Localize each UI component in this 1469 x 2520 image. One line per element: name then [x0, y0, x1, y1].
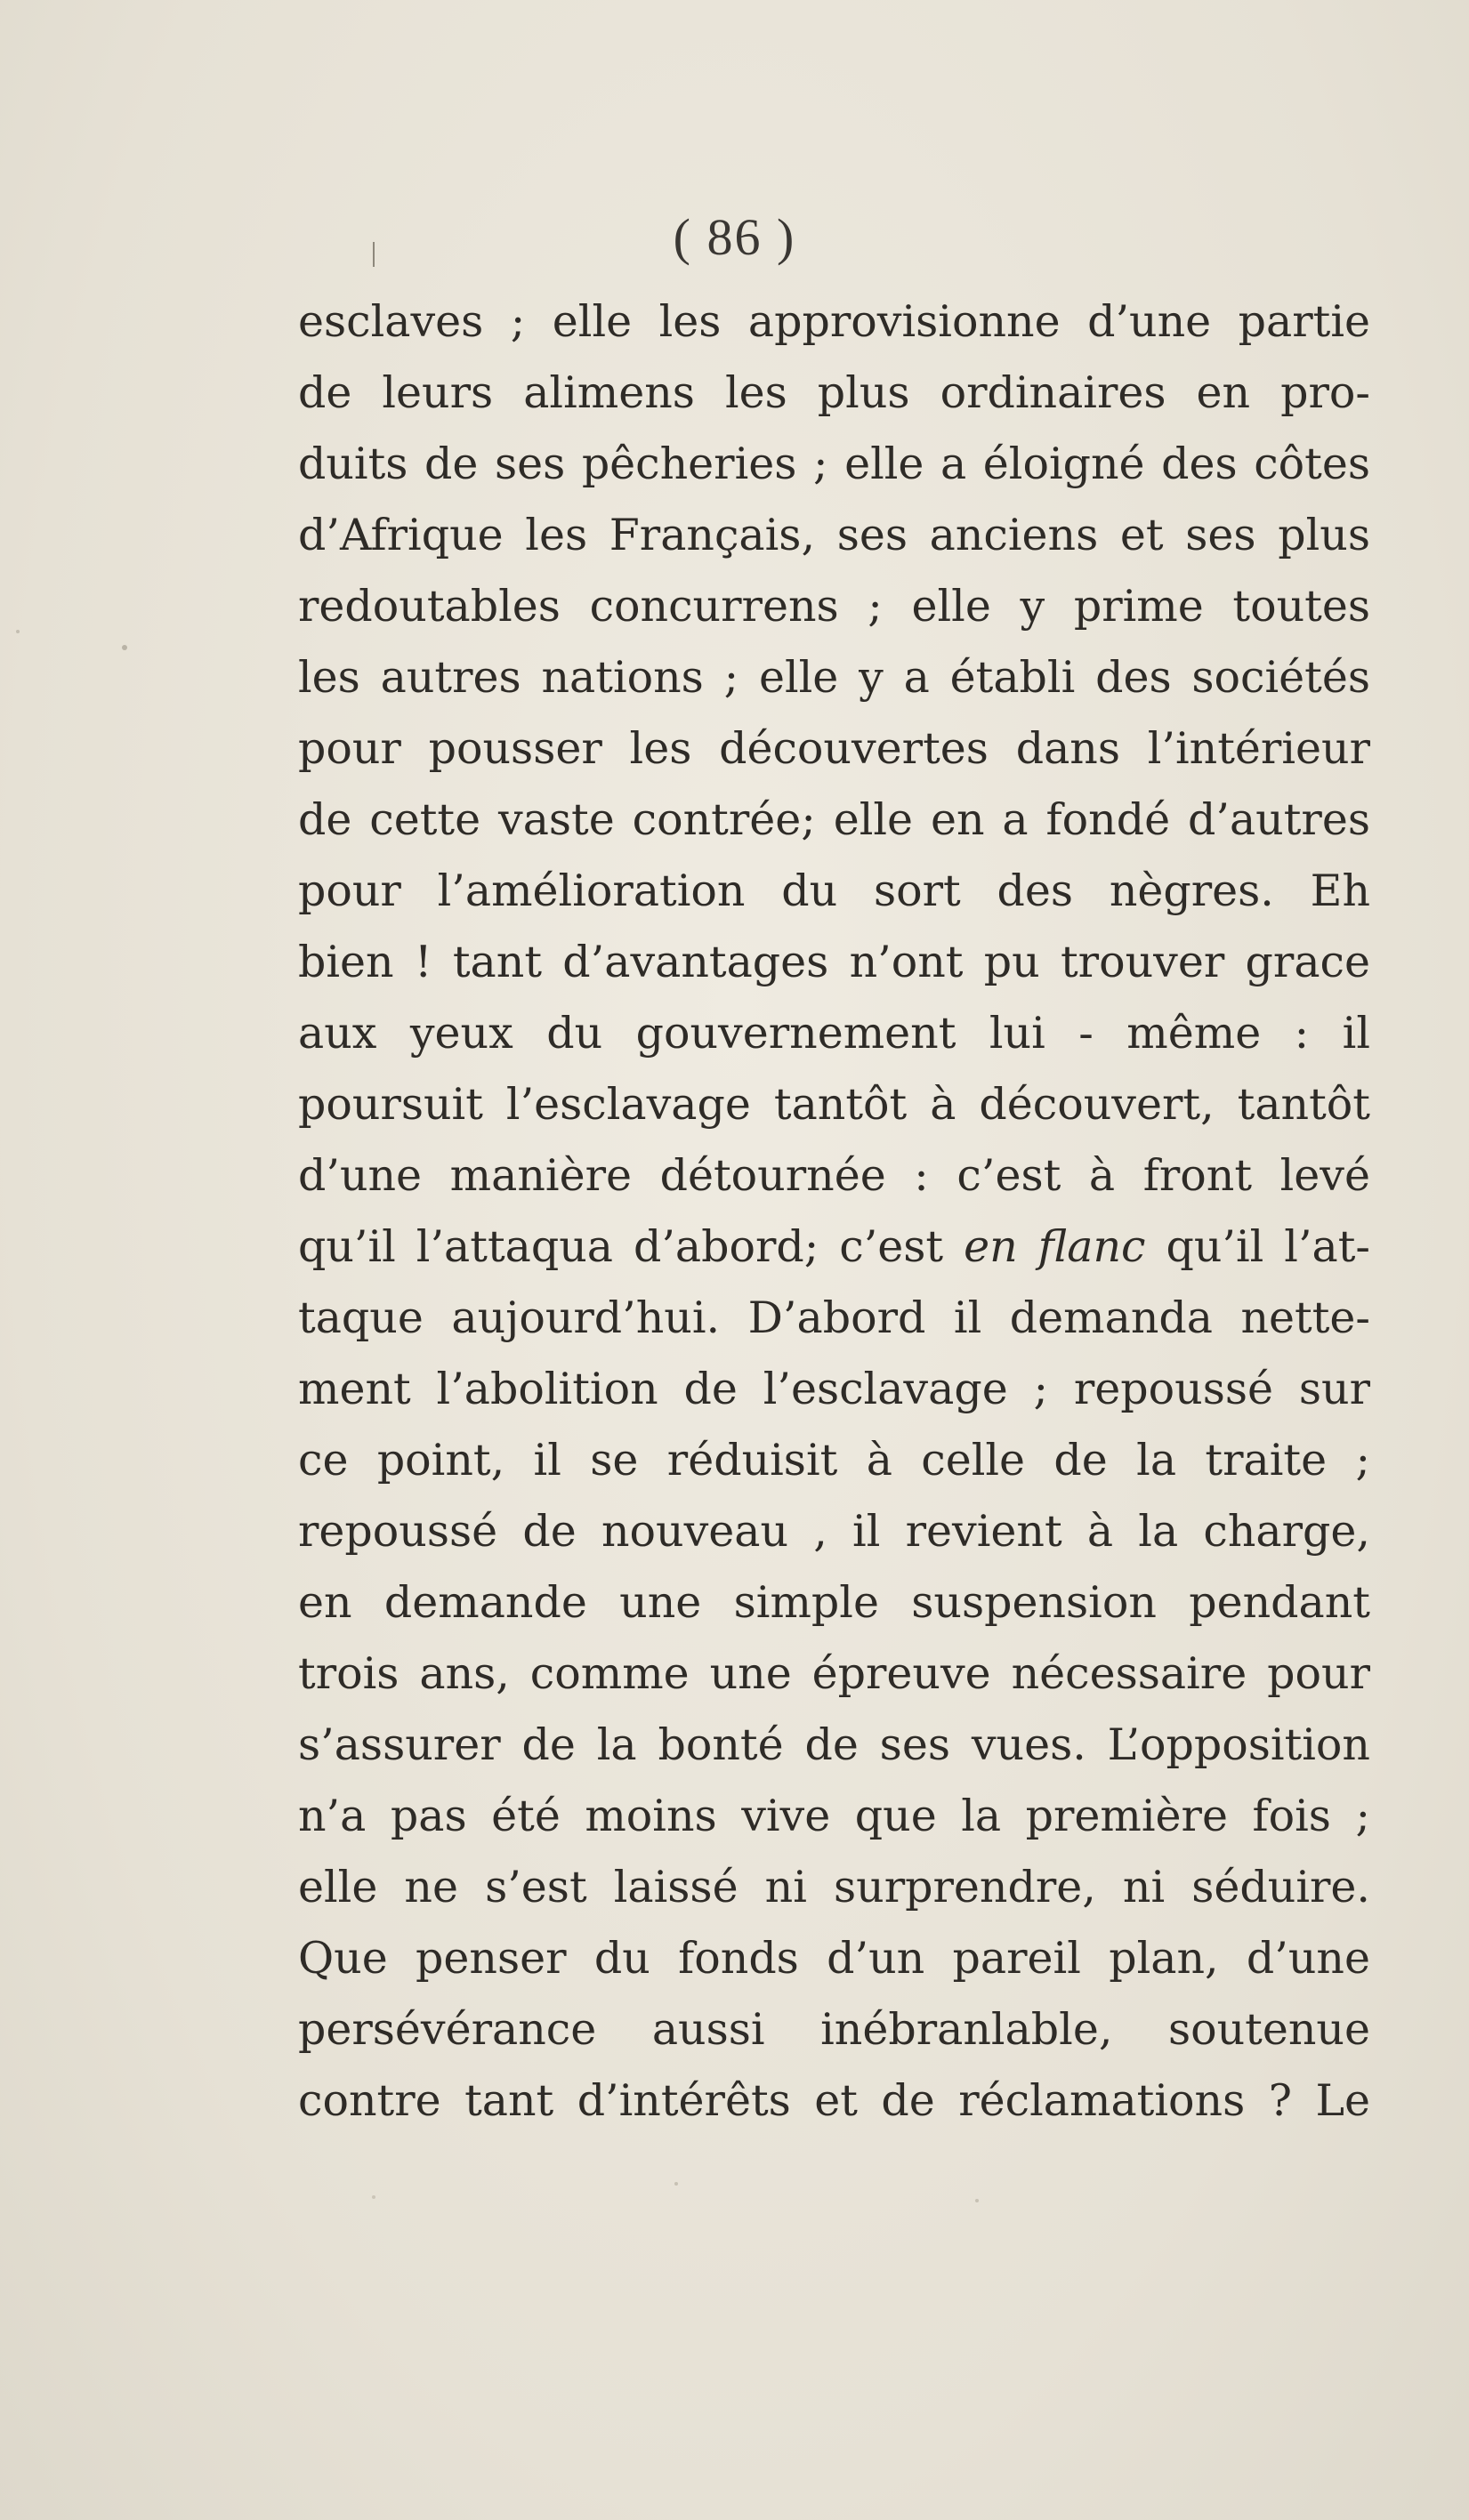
text-line-5: redoutables concurrens ; elle y prime toutes [298, 581, 1370, 632]
text-line-21: s’assurer de la bonté de ses vues. L’opposition [298, 1719, 1370, 1770]
text-line-7: pour pousser les découvertes dans l’intérieur [298, 723, 1370, 774]
text-line-17: ce point, il se réduisit à celle de la traite ; [298, 1435, 1370, 1485]
text-line-20: trois ans, comme une épreuve nécessaire pour [298, 1648, 1370, 1699]
text-line-4: d’Afrique les Français, ses anciens et ses plus [298, 510, 1370, 560]
paper-speck [674, 2182, 678, 2186]
italic-phrase: en flanc [964, 1221, 1146, 1272]
text-line-24: Que penser du fonds d’un pareil plan, d’une [298, 1933, 1370, 1984]
paper-speck [975, 2199, 979, 2202]
text-line-18: repoussé de nouveau , il revient à la charge, [298, 1506, 1370, 1557]
text-line-13: d’une manière détournée : c’est à front levé [298, 1150, 1370, 1201]
text-line-1: esclaves ; elle les approvisionne d’une partie [298, 296, 1370, 347]
paper-speck [122, 645, 127, 650]
body-text [298, 286, 1370, 2137]
page-number: ( 86 ) [673, 208, 796, 266]
text-line-15: taque aujourd’hui. D’abord il demanda nette- [298, 1292, 1370, 1343]
text-line-11: aux yeux du gouvernement lui - même : il [298, 1008, 1370, 1059]
text-line-14-end: qu’il l’at- [1166, 1221, 1370, 1272]
text-line-10: bien ! tant d’avantages n’ont pu trouver grace [298, 937, 1370, 987]
text-line-26: contre tant d’intérêts et de réclamations ? Le [298, 2075, 1370, 2126]
paper-speck [16, 630, 20, 633]
text-line-8: de cette vaste contrée; elle en a fondé d’autres [298, 794, 1370, 845]
text-line-6: les autres nations ; elle y a établi des sociétés [298, 652, 1370, 703]
text-line-3: duits de ses pêcheries ; elle a éloigné des côtes [298, 439, 1370, 489]
text-line-2: de leurs alimens les plus ordinaires en pro- [298, 367, 1370, 418]
text-line-19: en demande une simple suspension pendant [298, 1577, 1370, 1628]
text-line-14 [298, 1212, 1370, 1283]
text-line-16: ment l’abolition de l’esclavage ; repoussé sur [298, 1364, 1370, 1414]
text-line-22: n’a pas été moins vive que la première fois ; [298, 1791, 1370, 1841]
text-line-25: persévérance aussi inébranlable, soutenue [298, 2004, 1370, 2055]
paper-speck [372, 2195, 375, 2199]
text-line-14-start: qu’il l’attaqua d’abord; c’est [298, 1221, 944, 1272]
text-line-9: pour l’amélioration du sort des nègres. Eh [298, 865, 1370, 916]
text-line-23: elle ne s’est laissé ni surprendre, ni séduire. [298, 1862, 1370, 1912]
text-line-12: poursuit l’esclavage tantôt à découvert, tantôt [298, 1079, 1370, 1130]
